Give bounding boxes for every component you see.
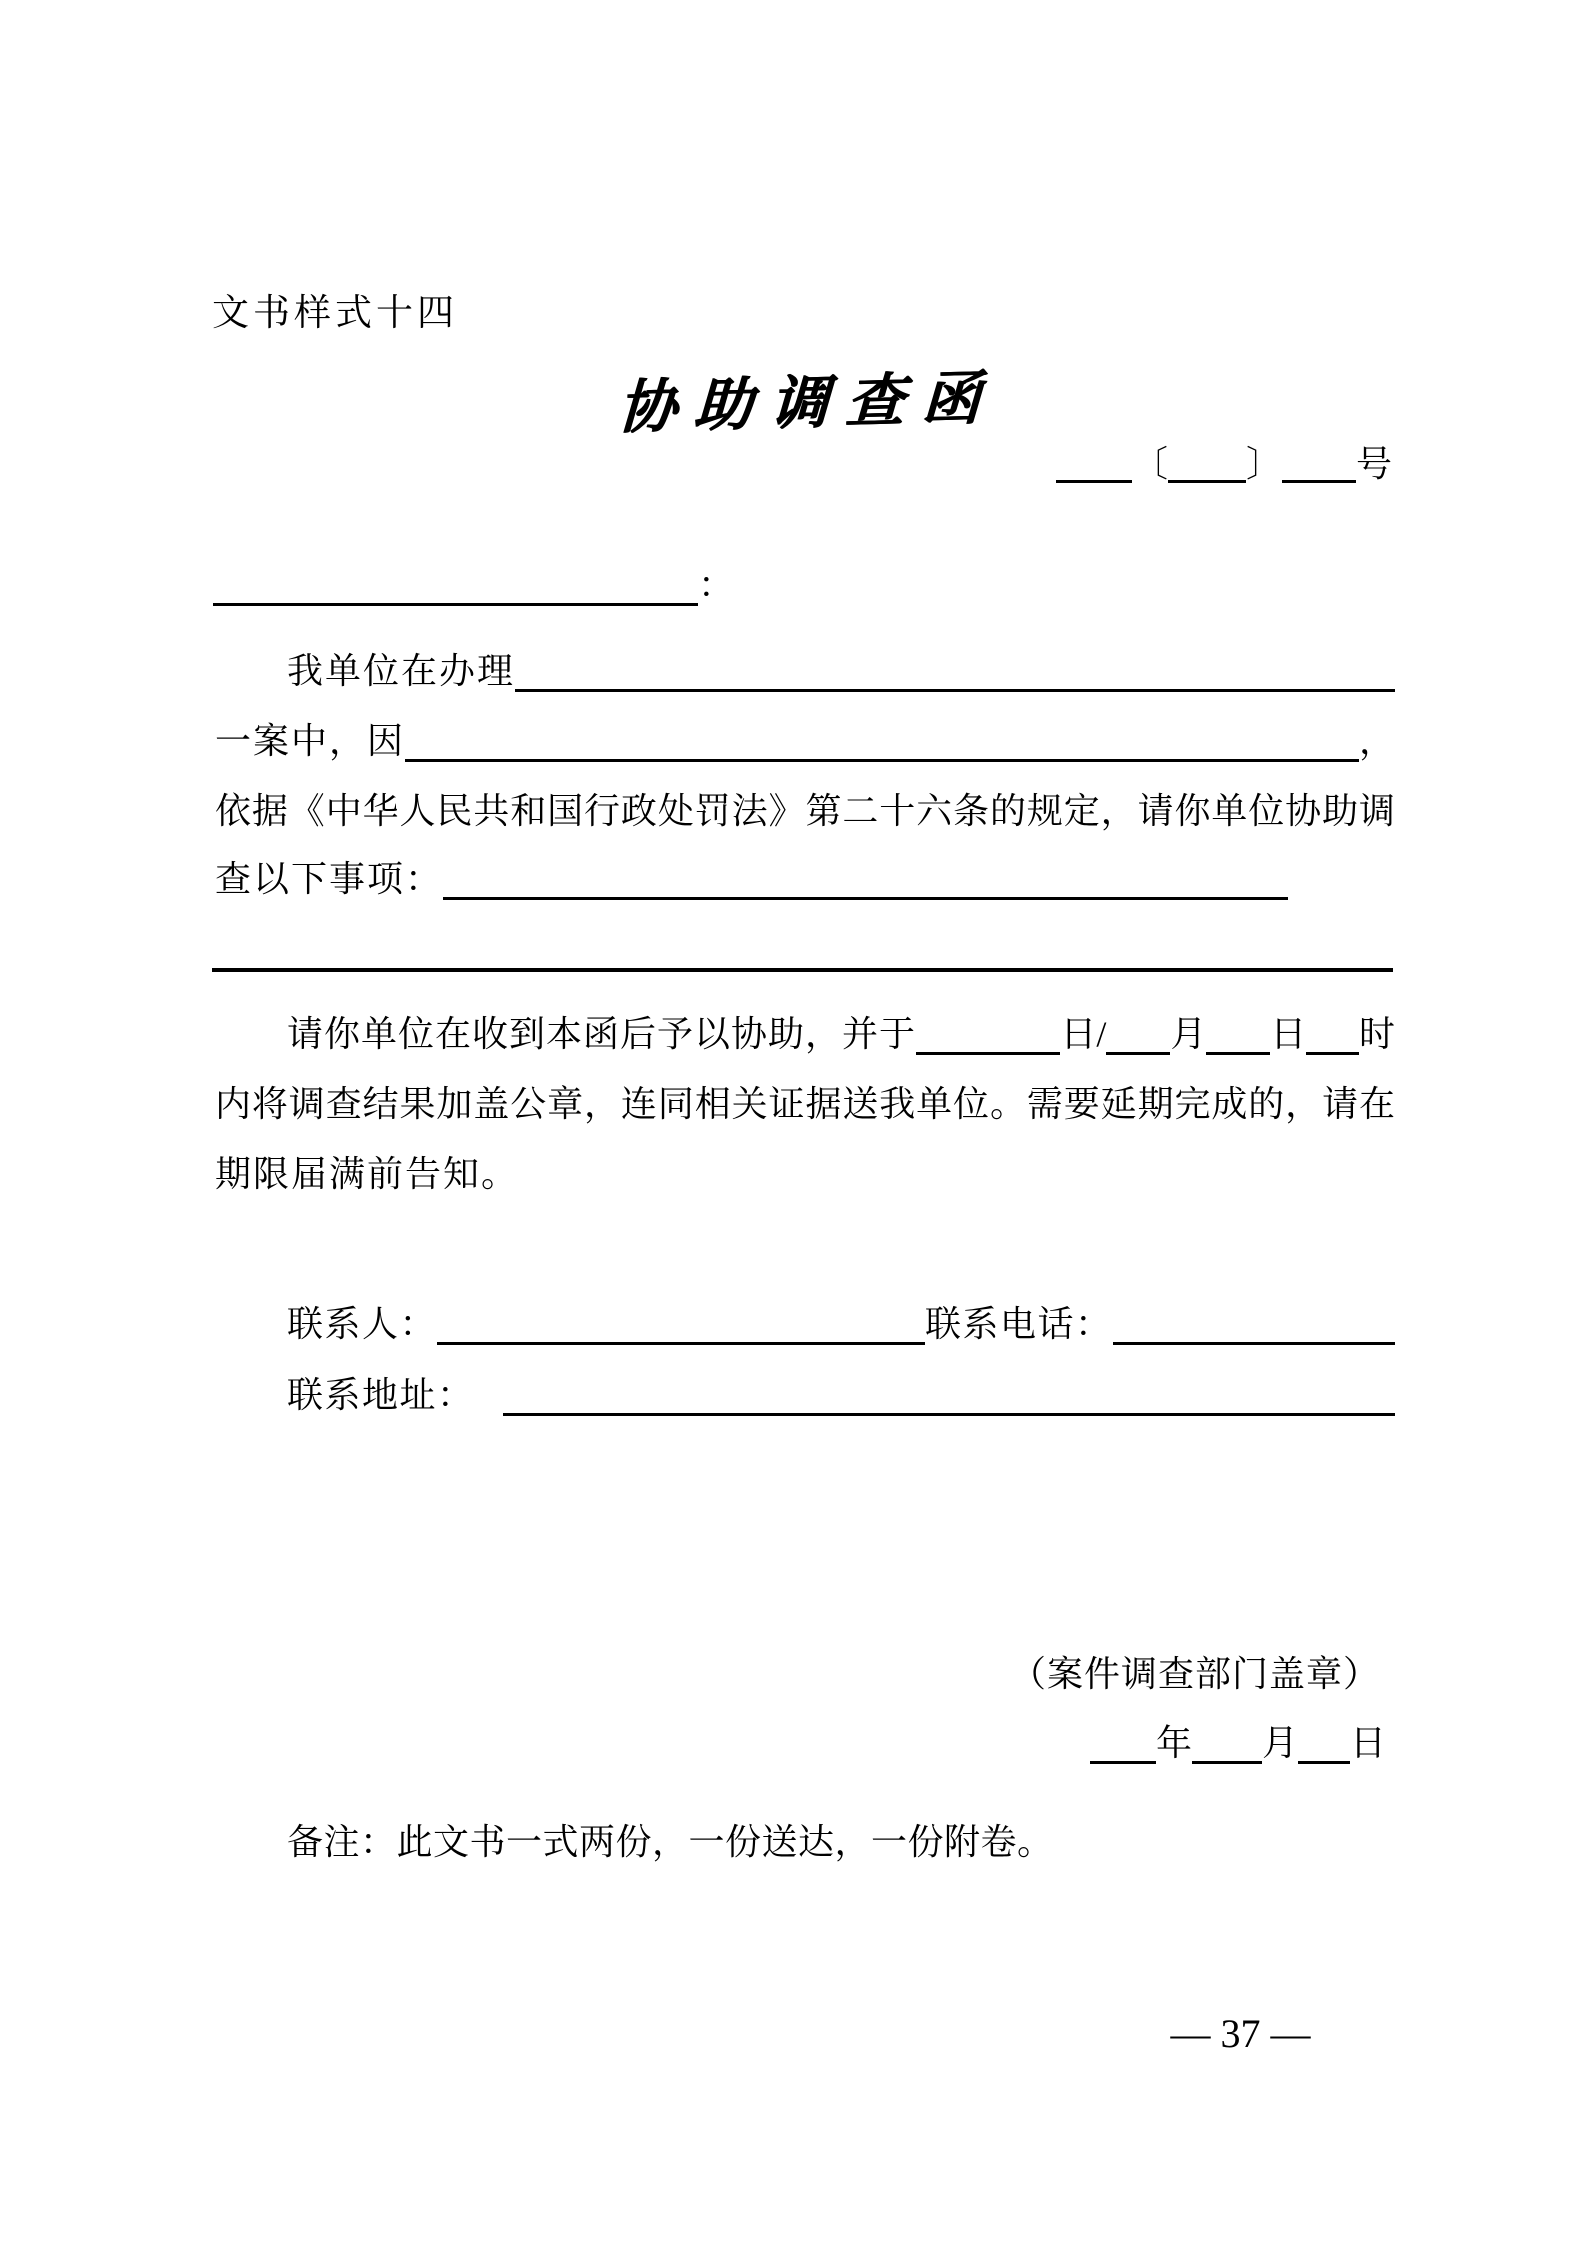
blank-field-contact-address [503,1374,1395,1416]
items-lead-text: 查以下事项： [215,859,444,899]
open-bracket: 〔 [1131,444,1168,484]
blank-field-day [1206,1013,1270,1055]
case-lead-row [215,650,1395,692]
day-label: 日 [1349,1723,1386,1763]
blank-field-items-continued [212,930,1393,972]
doc-number-line [1056,445,1392,483]
doc-title: 协助调查函 [616,365,1000,441]
case-cont-row [215,720,1395,762]
contact-person-label: 联系人： [287,1304,438,1344]
legal-basis-line: 依据《中华人民共和国行政处罚法》第二十六条的规定，请你单位协助调 [215,791,1395,831]
case-lead-text: 我单位在办理 [287,651,516,691]
month-label: 月 [1261,1723,1298,1763]
blank-field-sign-month [1192,1722,1262,1764]
blank-field-case-name [515,650,1395,692]
blank-field-items [443,858,1288,900]
signature-date-row [1090,1722,1386,1764]
blank-field-contact-phone [1113,1303,1395,1345]
blank-field-addressee [213,564,698,606]
assist-hour-text: 时 [1358,1014,1395,1054]
assist-row [215,1013,1395,1055]
addressee-colon: ： [698,565,735,605]
blank-field-number-prefix [1056,445,1132,483]
blank-field-days [916,1013,1060,1055]
stamp-note: （案件调查部门盖章） [1009,1654,1380,1694]
blank-field-month [1106,1013,1170,1055]
case-cont-lead-text: 一案中，因 [215,721,406,761]
assist-day-slash-text: 日/ [1060,1014,1107,1054]
blank-field-sign-day [1298,1722,1350,1764]
title-row [0,356,1587,440]
assist-day-text: 日 [1270,1014,1307,1054]
result-line: 内将调查结果加盖公章，连同相关证据送我单位。需要延期完成的，请在 [215,1084,1395,1124]
assist-lead-text: 请你单位在收到本函后予以协助，并于 [287,1014,917,1054]
blank-field-contact-person [437,1303,925,1345]
contact-person-row [287,1303,1395,1345]
case-cont-tail-text: ， [1358,721,1395,761]
assist-month-text: 月 [1170,1014,1207,1054]
footnote-line: 备注：此文书一式两份，一份送达，一份附卷。 [287,1822,1054,1862]
number-suffix: 号 [1355,444,1392,484]
contact-address-row [287,1374,1395,1416]
contact-address-label: 联系地址： [287,1375,475,1415]
items-lead-row [215,858,1395,900]
blank-field-number-year [1168,445,1246,483]
year-label: 年 [1155,1723,1192,1763]
blank-field-number-serial [1282,445,1356,483]
result-tail-line: 期限届满前告知。 [215,1154,520,1194]
blank-field-year [1090,1722,1156,1764]
addressee-line [213,564,734,606]
blank-field-hour [1306,1013,1359,1055]
close-bracket: 〕 [1245,444,1282,484]
blank-field-reason [405,720,1359,762]
doc-style-label: 文书样式十四 [212,293,458,334]
contact-phone-label: 联系电话： [925,1304,1113,1344]
page-number: — 37 — [1170,2011,1311,2056]
